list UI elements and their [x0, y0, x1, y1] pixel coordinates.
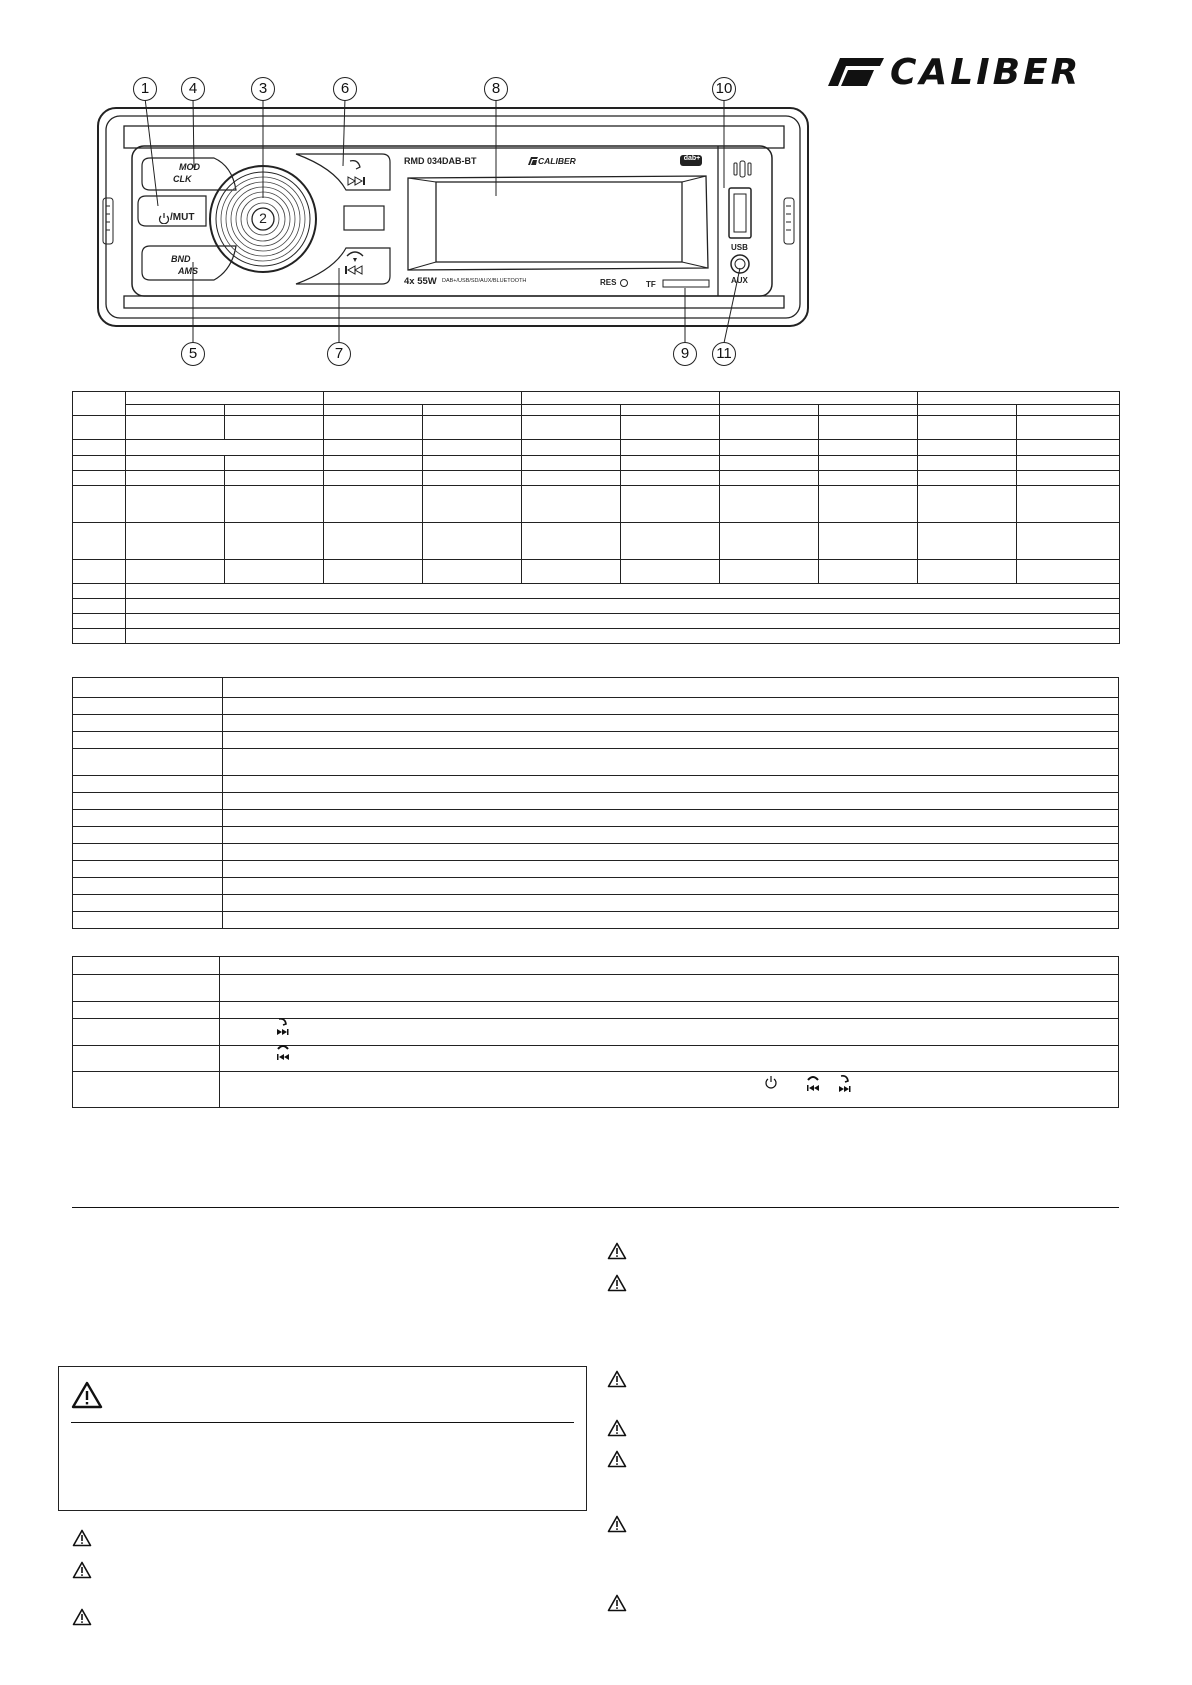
mod-label: MOD [179, 162, 200, 172]
power-spec-label: 4x 55W [404, 276, 437, 287]
answer-next-small-icon [838, 1075, 852, 1093]
model-label: RMD 034DAB-BT [404, 156, 477, 166]
callout-7: 7 [327, 342, 351, 366]
spec-table-3 [72, 956, 1119, 1108]
dab-badge: dab+ [683, 155, 701, 162]
answer-next-small-icon [276, 1018, 290, 1036]
res-label: RES [600, 278, 617, 287]
power-icon [158, 212, 170, 224]
bnd-label: BND [171, 254, 191, 264]
ams-label: AMS [178, 266, 198, 276]
usb-label: USB [731, 243, 748, 252]
callout-10: 10 [712, 77, 736, 101]
warning-icon [72, 1529, 92, 1547]
warning-box [58, 1366, 587, 1511]
callout-3: 3 [251, 77, 275, 101]
section-divider [72, 1207, 1119, 1208]
knob-number: 2 [259, 210, 267, 226]
callout-9: 9 [673, 342, 697, 366]
warning-large-icon [71, 1381, 103, 1409]
call-reject-prev-icon [343, 248, 371, 278]
warning-icon [607, 1370, 627, 1388]
warning-icon [607, 1242, 627, 1260]
reject-prev-small-icon [806, 1075, 820, 1093]
spec-table-2 [72, 677, 1119, 929]
logo-wordmark: CALIBER [890, 52, 1082, 93]
sources-label: DAB+/USB/SD/AUX/BLUETOOTH [442, 278, 527, 284]
callout-4: 4 [181, 77, 205, 101]
warning-icon [607, 1594, 627, 1612]
callout-5: 5 [181, 342, 205, 366]
warning-icon [72, 1608, 92, 1626]
clk-label: CLK [173, 174, 192, 184]
call-answer-next-icon [346, 158, 374, 188]
power-small-icon [764, 1075, 778, 1089]
caliber-mini-logo-icon [528, 157, 538, 165]
callout-6: 6 [333, 77, 357, 101]
reject-prev-small-icon [276, 1044, 290, 1062]
warning-icon [607, 1274, 627, 1292]
aux-label: AUX [731, 276, 748, 285]
callout-1: 1 [133, 77, 157, 101]
faceplate-brand-label: CALIBER [538, 156, 576, 166]
warning-icon [607, 1515, 627, 1533]
warning-box-rule [71, 1422, 574, 1423]
warning-icon [607, 1450, 627, 1468]
warning-icon [607, 1419, 627, 1437]
mute-label: /MUT [170, 212, 195, 223]
tf-label: TF [646, 280, 656, 289]
callout-8: 8 [484, 77, 508, 101]
spec-table-1 [72, 391, 1120, 644]
callout-11: 11 [712, 342, 736, 366]
warning-icon [72, 1561, 92, 1579]
